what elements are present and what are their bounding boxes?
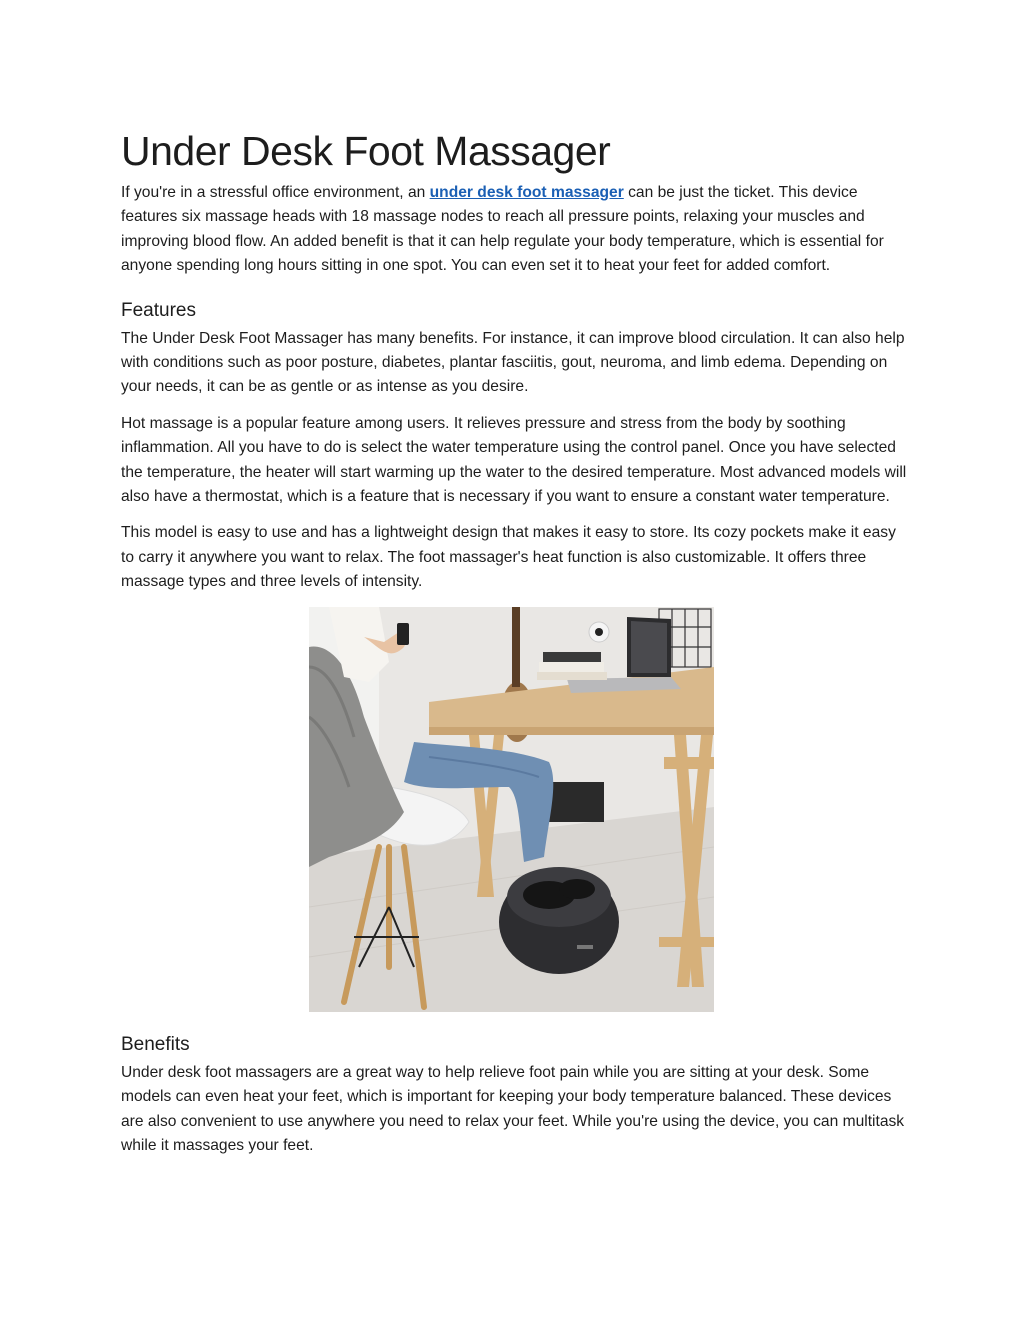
features-paragraph: Hot massage is a popular feature among users. It relieves pressure and stress from the body by soothing inflammation. All you have to do is select the water temperature using the control panel. Once you have selected the temperature, the heater will start warming up the water to the desired temperature. Most advanced models will also have a thermostat, which is a feature that is necessary if you want to ensure a constant water temperature. <box>121 414 907 506</box>
intro-text-after-link: can be just the ticket. This device features six massage heads with 18 massage nodes to reach all pressure points, relaxing your muscles and improving blood flow. An added benefit is that it can help regulate your body temperature, which is essential for anyone spending long hours sitting in one spot. You can even set it to heat your feet for added comfort. <box>121 184 884 275</box>
benefits-paragraph: Under desk foot massagers are a great way to help relieve foot pain while you are sitting at your desk. Some models can even heat your feet, which is important for keeping your body temperature balanced. These devices are also convenient to use anywhere you need to relax your feet. While you're using the device, you can multitask while it massages your feet. <box>121 1063 905 1154</box>
product-photo <box>309 607 714 1012</box>
intro-text-before-link: If you're in a stressful office environment, an <box>121 184 430 201</box>
features-paragraph: The Under Desk Foot Massager has many benefits. For instance, it can improve blood circulation. It can also help with conditions such as poor posture, diabetes, plantar fasciitis, gout, neuroma, and limb edema. Depending on your needs, it can be as gentle or as intense as you desire. <box>121 329 905 396</box>
page-title: Under Desk Foot Massager <box>121 128 611 174</box>
intro-paragraph <box>121 181 911 279</box>
features-paragraph: This model is easy to use and has a lightweight design that makes it easy to store. Its cozy pockets make it easy to carry it anywhere you want to relax. The foot massager's heat function is also customizable. It offers three massage types and three levels of intensity. <box>121 524 896 591</box>
article <box>121 125 911 1170</box>
features-heading: Features <box>121 299 196 321</box>
under-desk-foot-massager-link[interactable]: under desk foot massager <box>429 184 624 201</box>
benefits-heading: Benefits <box>121 1033 190 1055</box>
